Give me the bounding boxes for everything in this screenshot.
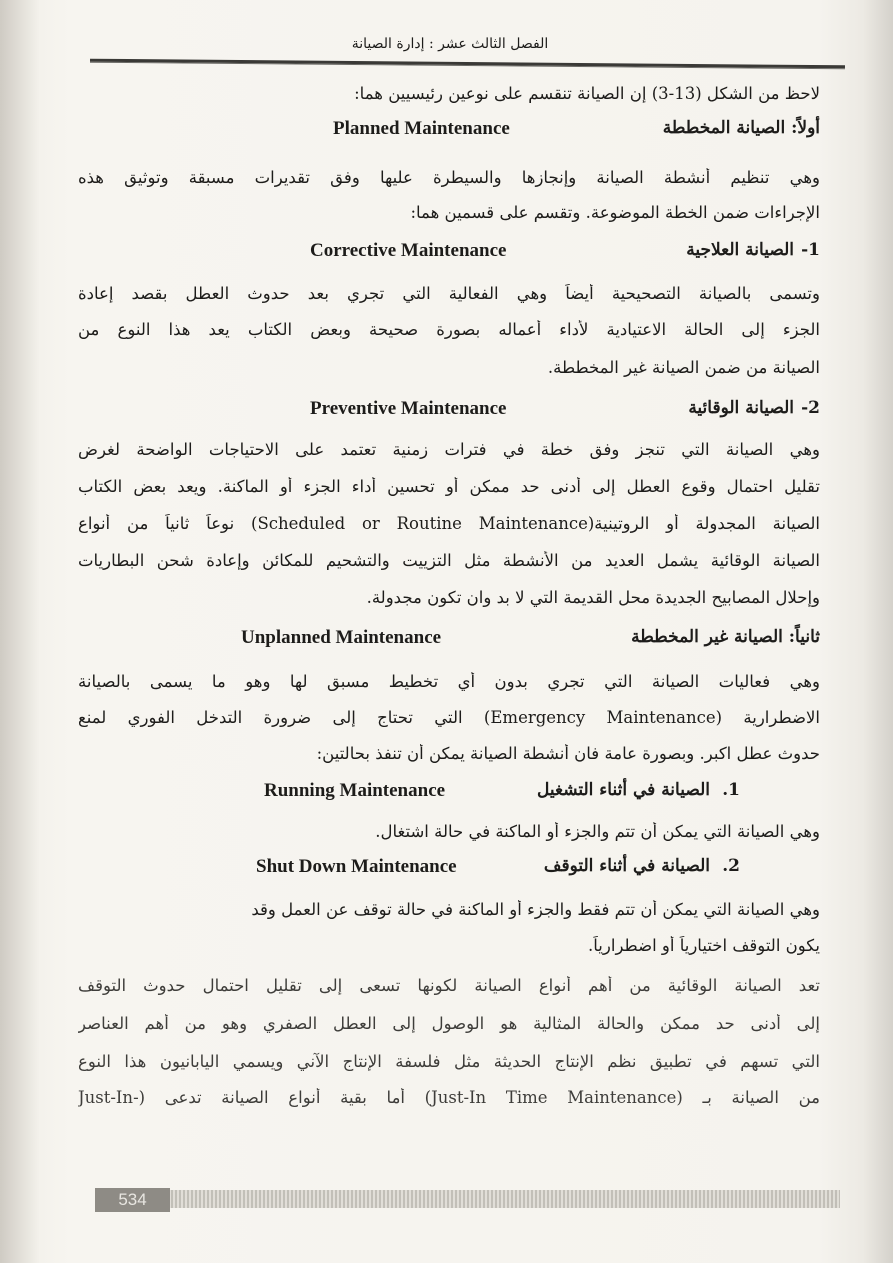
list-heading-english: Shut Down Maintenance — [256, 856, 457, 877]
section-heading-english: Planned Maintenance — [333, 118, 510, 139]
paragraph-line: التي تسهم في تطبيق نظم الإنتاج الحديثة مثل فلسفة الإنتاج الآني ويسمي اليابانيون هذا النوع — [78, 1052, 820, 1071]
paragraph-line: حدوث عطل اكبر. وبصورة عامة فان أنشطة الصيانة يمكن أن تنفذ بحالتين: — [316, 744, 820, 763]
subsection-number: 1- — [801, 240, 820, 260]
list-heading-arabic: الصيانة في أثناء التوقف — [543, 856, 710, 876]
section-heading-arabic: أولاً: الصيانة المخططة — [662, 118, 820, 138]
footer-rule — [95, 1190, 840, 1208]
running-header: الفصل الثالث عشر : إدارة الصيانة — [351, 36, 549, 52]
section-unplanned-heading — [78, 627, 820, 657]
paragraph-line: الصيانة المجدولة أو الروتينية(Scheduled or Routine Maintenance) نوعاً ثانياً من أنواع — [78, 514, 820, 533]
list-heading-arabic: الصيانة في أثناء التشغيل — [536, 780, 710, 800]
subsection-number: 2- — [801, 398, 820, 418]
section-heading-arabic: ثانياً: الصيانة غير المخططة — [631, 627, 820, 647]
list-number: 2. — [722, 856, 740, 876]
list-heading-english: Running Maintenance — [264, 780, 446, 801]
subsection-heading-arabic: الصيانة الوقائية — [688, 398, 794, 418]
paragraph-line: وهي الصيانة التي يمكن أن تتم والجزء أو الماكنة في حالة اشتغال. — [375, 822, 820, 841]
paragraph-line: الصيانة الوقائية يشمل العديد من الأنشطة مثل التزييت والتشحيم للمكائن وإعادة شحن البطاريات — [78, 551, 820, 570]
intro-paragraph: لاحظ من الشكل (13-3) إن الصيانة تنقسم على نوعين رئيسيين هما: — [354, 84, 820, 103]
binding-shadow — [863, 0, 893, 1263]
paragraph-line: الجزء إلى الحالة الاعتيادية لأداء أعماله بصورة صحيحة وبعض الكتاب يعد هذا النوع من — [78, 320, 820, 339]
subsection-heading-english: Preventive Maintenance — [310, 398, 507, 419]
paragraph-line: وهي تنظيم أنشطة الصيانة وإنجازها والسيطرة عليها وفق تقديرات مسبقة وتوثيق هذه — [78, 168, 820, 187]
paragraph-line: الإجراءات ضمن الخطة الموضوعة. وتقسم على قسمين هما: — [410, 203, 820, 222]
header-rule — [90, 59, 845, 70]
paragraph-line: تقليل احتمال وقوع العطل إلى أدنى حد ممكن أو تحسين أداء الجزء أو الماكنة. ويعد بعض الكتاب — [78, 477, 820, 496]
paragraph-line: وإحلال المصابيح الجديدة محل القديمة التي لا بد وان تكون مجدولة. — [366, 588, 820, 607]
page-number: 534 — [95, 1188, 170, 1212]
list-item-running-heading — [78, 780, 820, 810]
paragraph-line: يكون التوقف اختيارياً أو اضطرارياً. — [588, 936, 820, 955]
section-planned-heading — [78, 118, 820, 148]
section-heading-english: Unplanned Maintenance — [241, 627, 442, 648]
subsection-heading-english: Corrective Maintenance — [310, 240, 507, 261]
paragraph-line: تعد الصيانة الوقائية من أهم أنواع الصيانة لكونها تسعى إلى تقليل احتمال حدوث التوقف — [78, 976, 820, 995]
subsection-corrective-heading — [78, 240, 820, 270]
list-item-shutdown-heading — [78, 856, 820, 886]
subsection-preventive-heading — [78, 398, 820, 428]
paragraph-line: من الصيانة بـ (Just-In Time Maintenance) أما بقية أنواع الصيانة تدعى (-Just-In — [78, 1088, 820, 1107]
paragraph-line: الصيانة من ضمن الصيانة غير المخططة. — [547, 358, 820, 377]
paragraph-line: وتسمى بالصيانة التصحيحية أيضاً وهي الفعالية التي تجري بعد حدوث العطل بقصد إعادة — [78, 284, 820, 303]
paragraph-line: وهي الصيانة التي يمكن أن تتم فقط والجزء أو الماكنة في حالة توقف عن العمل وقد — [251, 900, 820, 919]
paragraph-line: وهي الصيانة التي تنجز وفق خطة في فترات زمنية تعتمد على الاحتياجات الواضحة لغرض — [78, 440, 820, 459]
paragraph-line: الاضطرارية (Emergency Maintenance) التي تحتاج إلى ضرورة التدخل الفوري لمنع — [78, 708, 820, 727]
list-number: 1. — [722, 780, 740, 800]
subsection-heading-arabic: الصيانة العلاجية — [686, 240, 794, 260]
paragraph-line: وهي فعاليات الصيانة التي تجري بدون أي تخطيط مسبق لها وهو ما يسمى بالصيانة — [78, 672, 820, 691]
paragraph-line: إلى أدنى حد ممكن والحالة المثالية هو الوصول إلى العطل الصفري وهو من أهم العناصر — [78, 1014, 820, 1033]
